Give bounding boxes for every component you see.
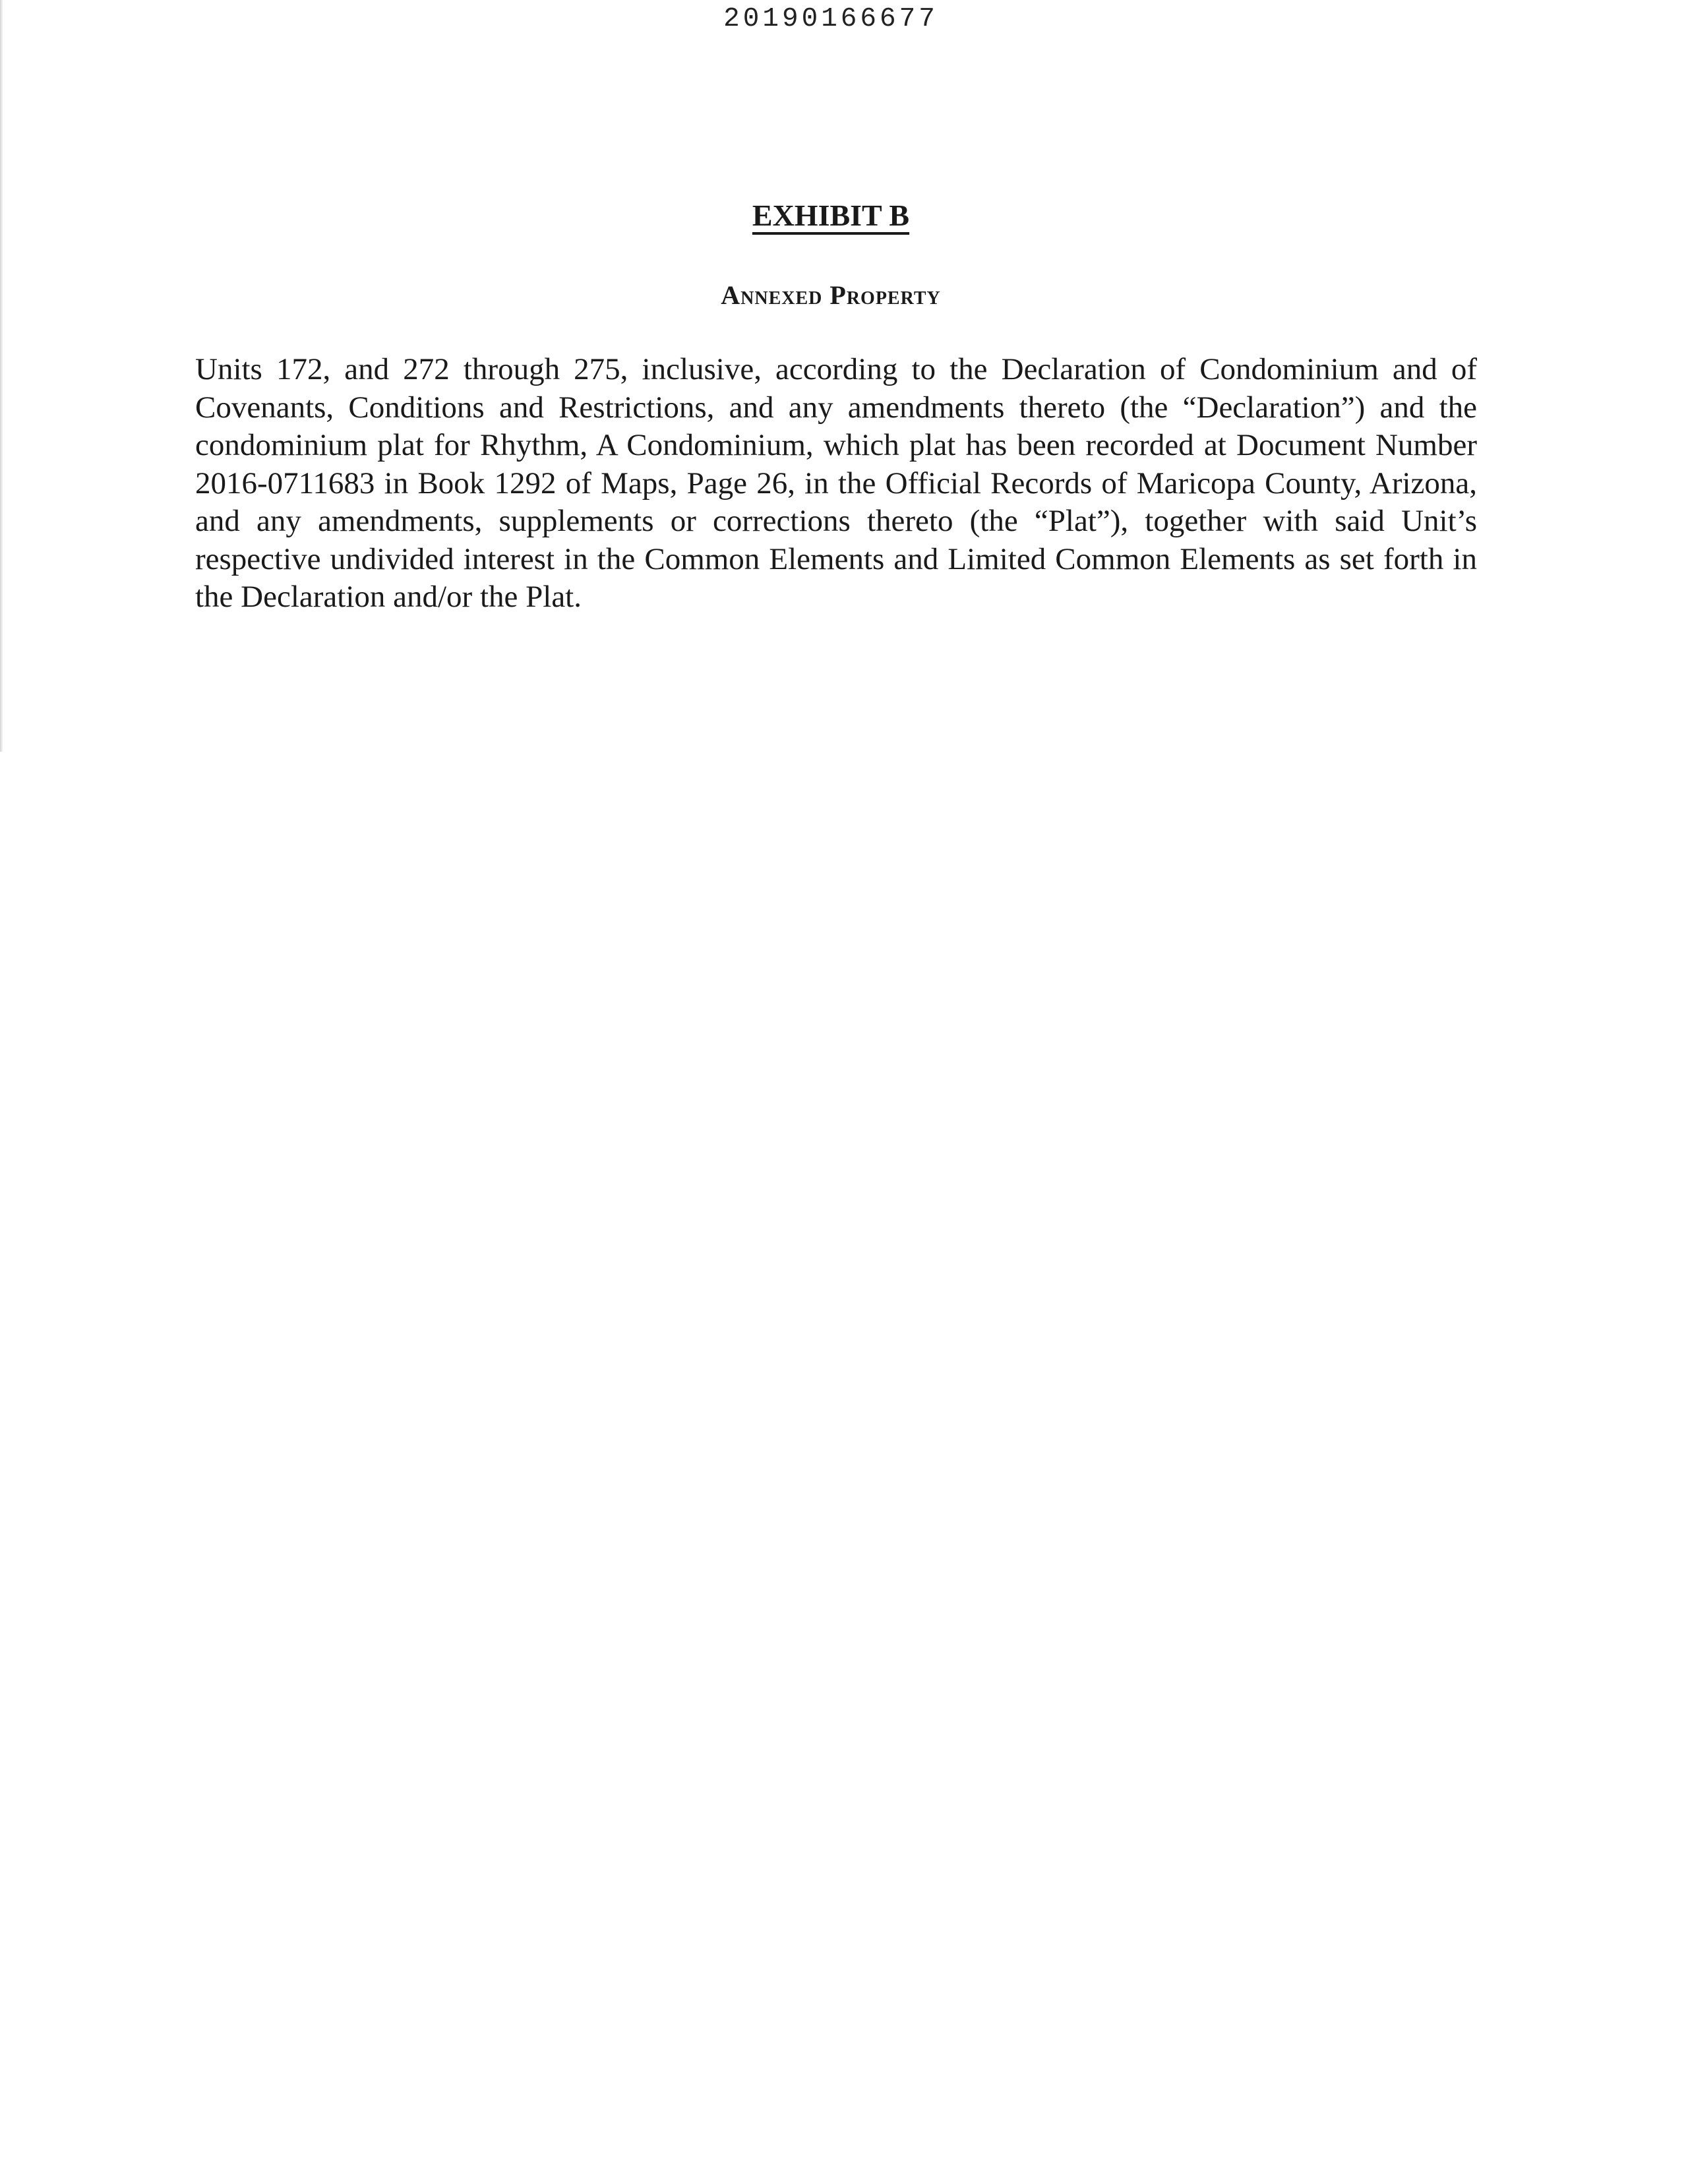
exhibit-title: EXHIBIT B [752,198,910,232]
recording-number: 20190166677 [723,4,938,34]
scan-edge [0,0,3,752]
legal-description-paragraph: Units 172, and 272 through 275, inclusive, according to the Declaration of Condominium and of Covenants, Conditions and Restrictions, and any amendments thereto (the “Declaration”) and the condominium plat for Rhythm, A Condominium, which plat has been recorded at Document Number 2016-0711683 in Book 1292 of Maps, Page 26, in the Official Records of Maricopa County, Arizona, and any amendments, supplements or corrections thereto (the “Plat”), together with said Unit’s respective undivided interest in the Common Elements and Limited Common Elements as set forth in the Declaration and/or the Plat. [195,352,1477,614]
section-heading: Annexed Property [721,280,941,310]
